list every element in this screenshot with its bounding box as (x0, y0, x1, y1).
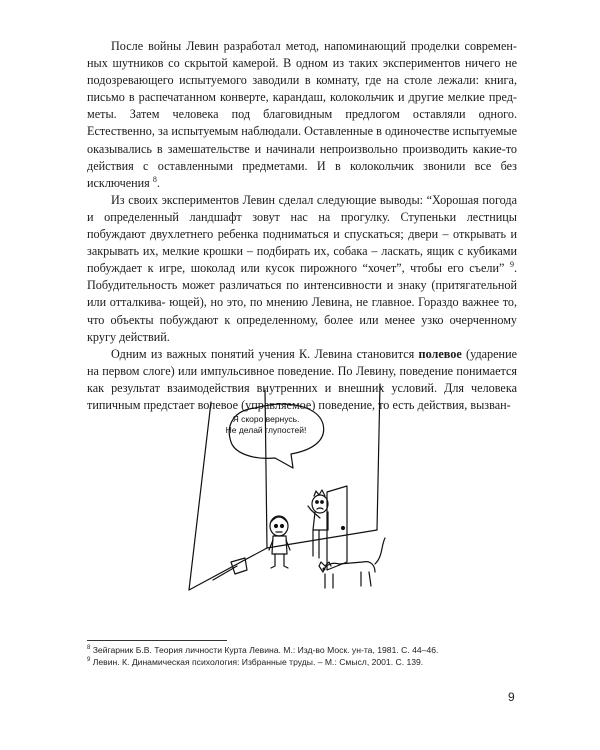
floor-line-left (189, 548, 267, 590)
body-text (87, 38, 517, 414)
page-number: 9 (508, 690, 515, 704)
footnote-9: $^9$ Левин. К. Динамическая психология: Избранные труды. – М.: Смысл, 2001. С. 139. (87, 657, 424, 667)
floor-line-right (267, 530, 377, 548)
door-knob (342, 527, 345, 530)
footnote-divider (87, 640, 227, 641)
cat-figure (319, 538, 385, 588)
adult-figure (308, 490, 328, 558)
cartoon-illustration (175, 380, 435, 605)
wall-line-right (377, 384, 380, 530)
footnote-ref-9: 9 (509, 260, 514, 270)
footnote-ref-8: 8 (152, 174, 157, 184)
footnotes (87, 644, 517, 668)
paragraph-1: После войны Левин разработал метод, напоминающий проделки современ- ных шутников со скрытой камерой. В одном из таких экспериментов ничего не подозревающего испытуемого заводили в комнату, где на столе лежали: книга, письмо в распечатанном конверте, карандаш, колокольчик и другие мелкие пред- меты. Затем человека под благовидным предлогом оставляли одного. Естественно, за испытуемым наблюдали. Оставленные в одиночестве испытуемые оказывались в замешательстве и начинали непроизвольно производить какие-то действия с оставленными предметами. И в колокольчик звонили все без исключения $^8$. (87, 39, 518, 190)
paragraph-2: Из своих экспериментов Левин сделал следующие выводы: “Хорошая погода и определенный ландшафт зовут нас на прогулку. Ступеньки лестницы побуждают двухлетнего ребенка подниматься и спускаться; двери – открывать и закрывать их, мелкие крошки – подбирать их, собака – ласкать, ящик с кубиками побуждает к игре, шоколад или кусок пирожного “хочет”, чтобы его съели” $^9$. Побудительность может различаться по интенсивности и знаку (притягательной или отталкива- ющей), но это, по мнению Левина, не главное. Гораздо важнее то, что объекты побуждают к определенному, более или менее узко очерченному кругу действий. (87, 192, 518, 344)
footnote-8: $^8$ Зейгарник Б.В. Теория личности Курта Левина. М.: Изд-во Моск. ун-та, 1981. С. 44–46. (87, 645, 439, 655)
wall-line-left (189, 402, 211, 590)
child-figure (269, 516, 290, 568)
speech-bubble-text: Я скоро вернусь. Не делай глупостей! (225, 414, 307, 435)
bold-term: полевое (418, 346, 462, 361)
paragraph-3: Одним из важных понятий учения К. Левина становится полевое (ударение на первом слоге) или импульсивное поведение. По Левину, поведение понимается как результат взаимодействия внутренних и внешних условий. Для человека типичным предстает волевое (управляемое) поведение, то есть действия, вызван- (87, 346, 518, 412)
